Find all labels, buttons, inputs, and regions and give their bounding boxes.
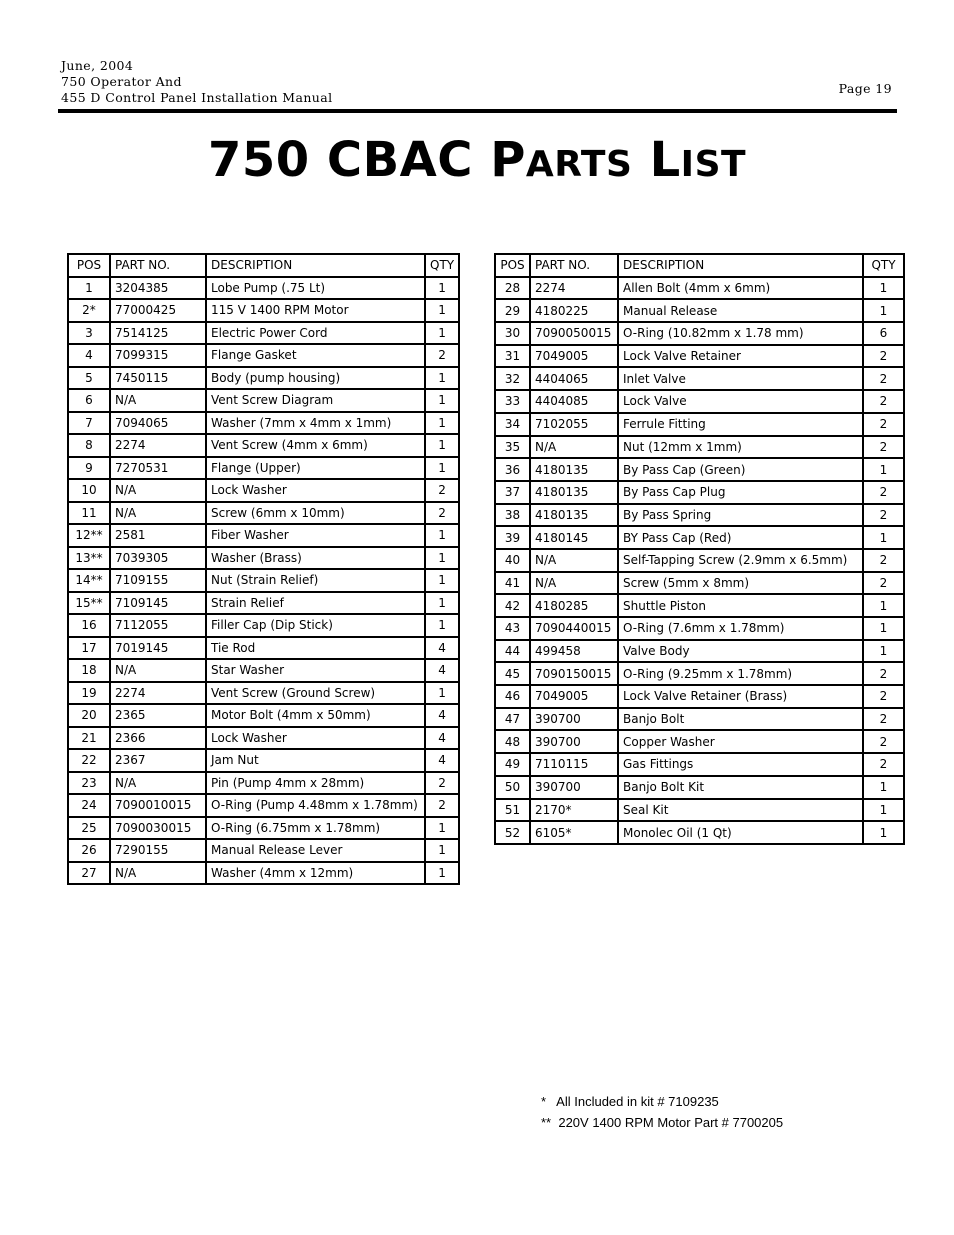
cell-description: Tie Rod bbox=[206, 637, 425, 660]
cell-qty: 1 bbox=[425, 367, 459, 390]
cell-part-no: 4180145 bbox=[530, 526, 618, 549]
cell-qty: 1 bbox=[863, 594, 904, 617]
cell-pos: 32 bbox=[495, 367, 530, 390]
cell-description: Jam Nut bbox=[206, 749, 425, 772]
cell-description: Washer (4mm x 12mm) bbox=[206, 862, 425, 885]
cell-description: Electric Power Cord bbox=[206, 322, 425, 345]
header-pos: POS bbox=[495, 254, 530, 277]
cell-pos: 49 bbox=[495, 753, 530, 776]
cell-qty: 1 bbox=[863, 617, 904, 640]
cell-pos: 46 bbox=[495, 685, 530, 708]
cell-qty: 2 bbox=[425, 772, 459, 795]
cell-pos: 22 bbox=[68, 749, 110, 772]
cell-pos: 30 bbox=[495, 322, 530, 345]
cell-description: Star Washer bbox=[206, 659, 425, 682]
footnote-motor: ** 220V 1400 RPM Motor Part # 7700205 bbox=[541, 1115, 784, 1130]
table-row bbox=[495, 367, 904, 390]
cell-description: Shuttle Piston bbox=[618, 594, 863, 617]
header-pos: POS bbox=[68, 254, 110, 277]
cell-part-no: 7019145 bbox=[110, 637, 206, 660]
header-row bbox=[495, 254, 904, 277]
cell-qty: 4 bbox=[425, 637, 459, 660]
cell-pos: 33 bbox=[495, 390, 530, 413]
cell-pos: 19 bbox=[68, 682, 110, 705]
cell-description: By Pass Cap (Green) bbox=[618, 458, 863, 481]
cell-part-no: 7090440015 bbox=[530, 617, 618, 640]
cell-pos: 11 bbox=[68, 502, 110, 525]
table-row bbox=[495, 640, 904, 663]
cell-description: Self-Tapping Screw (2.9mm x 6.5mm) bbox=[618, 549, 863, 572]
cell-description: Filler Cap (Dip Stick) bbox=[206, 614, 425, 637]
cell-qty: 1 bbox=[425, 322, 459, 345]
cell-pos: 9 bbox=[68, 457, 110, 480]
cell-qty: 4 bbox=[425, 727, 459, 750]
cell-qty: 1 bbox=[425, 862, 459, 885]
cell-qty: 1 bbox=[425, 569, 459, 592]
cell-qty: 1 bbox=[863, 526, 904, 549]
header-description: DESCRIPTION bbox=[618, 254, 863, 277]
table-row bbox=[68, 277, 459, 300]
cell-part-no: 7514125 bbox=[110, 322, 206, 345]
cell-part-no: 7090150015 bbox=[530, 662, 618, 685]
table-row bbox=[68, 344, 459, 367]
cell-part-no: 7049005 bbox=[530, 685, 618, 708]
cell-part-no: 7112055 bbox=[110, 614, 206, 637]
table-row bbox=[68, 479, 459, 502]
cell-pos: 13** bbox=[68, 547, 110, 570]
cell-qty: 2 bbox=[863, 504, 904, 527]
cell-description: Gas Fittings bbox=[618, 753, 863, 776]
cell-pos: 43 bbox=[495, 617, 530, 640]
table-row bbox=[495, 481, 904, 504]
cell-description: By Pass Spring bbox=[618, 504, 863, 527]
title-part-3: L bbox=[632, 132, 681, 188]
table-row bbox=[495, 526, 904, 549]
table-row bbox=[68, 524, 459, 547]
cell-description: Lock Valve bbox=[618, 390, 863, 413]
cell-qty: 1 bbox=[425, 524, 459, 547]
cell-part-no: 7049005 bbox=[530, 345, 618, 368]
cell-pos: 51 bbox=[495, 799, 530, 822]
table-row bbox=[68, 367, 459, 390]
title-part-2: ARTS bbox=[525, 144, 633, 185]
table-row bbox=[68, 659, 459, 682]
cell-qty: 2 bbox=[425, 479, 459, 502]
table-row bbox=[495, 299, 904, 322]
cell-pos: 6 bbox=[68, 389, 110, 412]
table-row bbox=[495, 345, 904, 368]
footnote-kit: * All Included in kit # 7109235 bbox=[541, 1094, 719, 1109]
cell-pos: 36 bbox=[495, 458, 530, 481]
title-part-4: IST bbox=[680, 144, 747, 185]
cell-description: Banjo Bolt Kit bbox=[618, 776, 863, 799]
cell-qty: 2 bbox=[863, 662, 904, 685]
cell-qty: 2 bbox=[863, 367, 904, 390]
cell-pos: 29 bbox=[495, 299, 530, 322]
table-row bbox=[495, 685, 904, 708]
table-row bbox=[495, 617, 904, 640]
cell-pos: 3 bbox=[68, 322, 110, 345]
cell-pos: 38 bbox=[495, 504, 530, 527]
cell-pos: 40 bbox=[495, 549, 530, 572]
cell-qty: 2 bbox=[863, 345, 904, 368]
header-qty: QTY bbox=[425, 254, 459, 277]
cell-description: Nut (12mm x 1mm) bbox=[618, 436, 863, 459]
table-row bbox=[68, 749, 459, 772]
cell-qty: 1 bbox=[863, 458, 904, 481]
cell-qty: 1 bbox=[425, 839, 459, 862]
cell-pos: 23 bbox=[68, 772, 110, 795]
cell-qty: 1 bbox=[425, 277, 459, 300]
cell-description: Lock Valve Retainer (Brass) bbox=[618, 685, 863, 708]
cell-pos: 41 bbox=[495, 572, 530, 595]
header-rule bbox=[58, 109, 897, 113]
cell-description: Banjo Bolt bbox=[618, 708, 863, 731]
header-part-no: PART NO. bbox=[530, 254, 618, 277]
table-row bbox=[68, 592, 459, 615]
cell-qty: 4 bbox=[425, 659, 459, 682]
cell-description: Valve Body bbox=[618, 640, 863, 663]
cell-part-no: 7270531 bbox=[110, 457, 206, 480]
cell-part-no: N/A bbox=[110, 479, 206, 502]
table-row bbox=[68, 794, 459, 817]
cell-part-no: 7090010015 bbox=[110, 794, 206, 817]
cell-part-no: 390700 bbox=[530, 730, 618, 753]
cell-description: Lock Valve Retainer bbox=[618, 345, 863, 368]
cell-part-no: 2170* bbox=[530, 799, 618, 822]
table-row bbox=[68, 502, 459, 525]
table-row bbox=[495, 322, 904, 345]
cell-part-no: 499458 bbox=[530, 640, 618, 663]
cell-pos: 5 bbox=[68, 367, 110, 390]
cell-description: Flange Gasket bbox=[206, 344, 425, 367]
header-qty: QTY bbox=[863, 254, 904, 277]
cell-description: Screw (5mm x 8mm) bbox=[618, 572, 863, 595]
cell-qty: 1 bbox=[425, 389, 459, 412]
cell-part-no: 390700 bbox=[530, 708, 618, 731]
cell-part-no: 390700 bbox=[530, 776, 618, 799]
page-title bbox=[0, 128, 954, 197]
table-row bbox=[68, 772, 459, 795]
cell-part-no: 7094065 bbox=[110, 412, 206, 435]
cell-part-no: 7290155 bbox=[110, 839, 206, 862]
document-header bbox=[61, 58, 332, 106]
cell-qty: 2 bbox=[425, 794, 459, 817]
cell-description: Screw (6mm x 10mm) bbox=[206, 502, 425, 525]
table-row bbox=[68, 637, 459, 660]
cell-description: Pin (Pump 4mm x 28mm) bbox=[206, 772, 425, 795]
cell-pos: 44 bbox=[495, 640, 530, 663]
cell-description: Monolec Oil (1 Qt) bbox=[618, 821, 863, 844]
cell-description: By Pass Cap Plug bbox=[618, 481, 863, 504]
cell-pos: 16 bbox=[68, 614, 110, 637]
cell-description: 115 V 1400 RPM Motor bbox=[206, 299, 425, 322]
cell-description: Motor Bolt (4mm x 50mm) bbox=[206, 704, 425, 727]
table-row bbox=[68, 299, 459, 322]
cell-description: Manual Release Lever bbox=[206, 839, 425, 862]
cell-pos: 10 bbox=[68, 479, 110, 502]
cell-qty: 1 bbox=[425, 412, 459, 435]
cell-qty: 1 bbox=[425, 547, 459, 570]
table-row bbox=[68, 389, 459, 412]
cell-part-no: 77000425 bbox=[110, 299, 206, 322]
cell-part-no: 2274 bbox=[110, 682, 206, 705]
cell-qty: 1 bbox=[863, 821, 904, 844]
cell-description: Manual Release bbox=[618, 299, 863, 322]
cell-pos: 48 bbox=[495, 730, 530, 753]
cell-qty: 1 bbox=[425, 614, 459, 637]
header-product: 750 Operator And bbox=[61, 74, 182, 89]
header-description: DESCRIPTION bbox=[206, 254, 425, 277]
cell-description: Washer (Brass) bbox=[206, 547, 425, 570]
cell-pos: 28 bbox=[495, 277, 530, 300]
table-row bbox=[495, 572, 904, 595]
table-row bbox=[68, 727, 459, 750]
cell-part-no: N/A bbox=[530, 549, 618, 572]
cell-part-no: 7110115 bbox=[530, 753, 618, 776]
table-row bbox=[495, 799, 904, 822]
cell-description: BY Pass Cap (Red) bbox=[618, 526, 863, 549]
table-row bbox=[495, 549, 904, 572]
cell-pos: 15** bbox=[68, 592, 110, 615]
cell-qty: 4 bbox=[425, 749, 459, 772]
header-row bbox=[68, 254, 459, 277]
table-row bbox=[495, 594, 904, 617]
cell-part-no: 2366 bbox=[110, 727, 206, 750]
cell-pos: 14** bbox=[68, 569, 110, 592]
cell-part-no: 7109145 bbox=[110, 592, 206, 615]
cell-qty: 1 bbox=[863, 640, 904, 663]
header-part-no: PART NO. bbox=[110, 254, 206, 277]
page-number: Page 19 bbox=[838, 81, 892, 96]
table-row bbox=[495, 776, 904, 799]
cell-description: Lobe Pump (.75 Lt) bbox=[206, 277, 425, 300]
cell-part-no: 4180135 bbox=[530, 458, 618, 481]
cell-description: Copper Washer bbox=[618, 730, 863, 753]
table-row bbox=[68, 614, 459, 637]
cell-qty: 6 bbox=[863, 322, 904, 345]
table-row bbox=[68, 547, 459, 570]
cell-part-no: 4404085 bbox=[530, 390, 618, 413]
cell-part-no: 4404065 bbox=[530, 367, 618, 390]
cell-part-no: 7090050015 bbox=[530, 322, 618, 345]
cell-description: Washer (7mm x 4mm x 1mm) bbox=[206, 412, 425, 435]
cell-description: Strain Relief bbox=[206, 592, 425, 615]
table-row bbox=[495, 390, 904, 413]
parts-table-left bbox=[67, 253, 460, 885]
cell-pos: 7 bbox=[68, 412, 110, 435]
cell-part-no: 2274 bbox=[110, 434, 206, 457]
cell-description: Lock Washer bbox=[206, 479, 425, 502]
cell-description: O-Ring (6.75mm x 1.78mm) bbox=[206, 817, 425, 840]
table-row bbox=[495, 413, 904, 436]
cell-pos: 45 bbox=[495, 662, 530, 685]
title-part-1: 750 CBAC P bbox=[207, 132, 526, 188]
cell-description: Vent Screw Diagram bbox=[206, 389, 425, 412]
cell-part-no: 4180135 bbox=[530, 481, 618, 504]
cell-qty: 2 bbox=[863, 436, 904, 459]
cell-part-no: 4180285 bbox=[530, 594, 618, 617]
cell-part-no: N/A bbox=[110, 389, 206, 412]
cell-description: Vent Screw (4mm x 6mm) bbox=[206, 434, 425, 457]
cell-part-no: 2367 bbox=[110, 749, 206, 772]
header-date: June, 2004 bbox=[61, 58, 134, 73]
table-row bbox=[495, 753, 904, 776]
cell-pos: 18 bbox=[68, 659, 110, 682]
cell-qty: 1 bbox=[863, 277, 904, 300]
cell-part-no: 7099315 bbox=[110, 344, 206, 367]
cell-pos: 27 bbox=[68, 862, 110, 885]
cell-qty: 1 bbox=[425, 592, 459, 615]
parts-table-right bbox=[494, 253, 905, 845]
cell-part-no: 3204385 bbox=[110, 277, 206, 300]
table-row bbox=[495, 821, 904, 844]
cell-qty: 2 bbox=[863, 685, 904, 708]
cell-qty: 1 bbox=[425, 817, 459, 840]
cell-pos: 35 bbox=[495, 436, 530, 459]
table-row bbox=[68, 412, 459, 435]
table-row bbox=[495, 436, 904, 459]
table-row bbox=[495, 730, 904, 753]
cell-pos: 12** bbox=[68, 524, 110, 547]
cell-part-no: 4180225 bbox=[530, 299, 618, 322]
cell-part-no: N/A bbox=[110, 772, 206, 795]
cell-pos: 21 bbox=[68, 727, 110, 750]
cell-description: Body (pump housing) bbox=[206, 367, 425, 390]
cell-description: Vent Screw (Ground Screw) bbox=[206, 682, 425, 705]
cell-part-no: 7109155 bbox=[110, 569, 206, 592]
cell-part-no: 7102055 bbox=[530, 413, 618, 436]
cell-qty: 2 bbox=[863, 708, 904, 731]
table-row bbox=[68, 322, 459, 345]
cell-qty: 1 bbox=[425, 299, 459, 322]
cell-part-no: N/A bbox=[110, 659, 206, 682]
cell-pos: 26 bbox=[68, 839, 110, 862]
cell-pos: 24 bbox=[68, 794, 110, 817]
cell-part-no: 6105* bbox=[530, 821, 618, 844]
table-row bbox=[68, 839, 459, 862]
table-row bbox=[495, 458, 904, 481]
cell-pos: 47 bbox=[495, 708, 530, 731]
cell-pos: 2* bbox=[68, 299, 110, 322]
cell-qty: 4 bbox=[425, 704, 459, 727]
header-manual-title: 455 D Control Panel Installation Manual bbox=[61, 90, 333, 105]
cell-pos: 52 bbox=[495, 821, 530, 844]
cell-qty: 2 bbox=[863, 730, 904, 753]
cell-pos: 17 bbox=[68, 637, 110, 660]
cell-pos: 4 bbox=[68, 344, 110, 367]
cell-qty: 2 bbox=[425, 344, 459, 367]
cell-qty: 1 bbox=[863, 299, 904, 322]
cell-part-no: 2365 bbox=[110, 704, 206, 727]
cell-part-no: 2274 bbox=[530, 277, 618, 300]
table-row bbox=[68, 457, 459, 480]
cell-part-no: N/A bbox=[530, 572, 618, 595]
cell-description: O-Ring (10.82mm x 1.78 mm) bbox=[618, 322, 863, 345]
cell-part-no: 2581 bbox=[110, 524, 206, 547]
cell-pos: 20 bbox=[68, 704, 110, 727]
cell-description: O-Ring (7.6mm x 1.78mm) bbox=[618, 617, 863, 640]
table-row bbox=[495, 708, 904, 731]
cell-part-no: N/A bbox=[110, 502, 206, 525]
cell-qty: 1 bbox=[425, 682, 459, 705]
cell-qty: 2 bbox=[863, 390, 904, 413]
cell-pos: 50 bbox=[495, 776, 530, 799]
cell-qty: 1 bbox=[863, 776, 904, 799]
cell-qty: 2 bbox=[863, 572, 904, 595]
cell-description: Flange (Upper) bbox=[206, 457, 425, 480]
cell-description: Nut (Strain Relief) bbox=[206, 569, 425, 592]
cell-qty: 2 bbox=[863, 753, 904, 776]
cell-pos: 1 bbox=[68, 277, 110, 300]
cell-pos: 25 bbox=[68, 817, 110, 840]
table-row bbox=[68, 682, 459, 705]
cell-pos: 39 bbox=[495, 526, 530, 549]
cell-description: Seal Kit bbox=[618, 799, 863, 822]
cell-pos: 37 bbox=[495, 481, 530, 504]
cell-description: O-Ring (Pump 4.48mm x 1.78mm) bbox=[206, 794, 425, 817]
table-row bbox=[68, 704, 459, 727]
cell-qty: 1 bbox=[425, 434, 459, 457]
table-row bbox=[495, 277, 904, 300]
cell-description: Allen Bolt (4mm x 6mm) bbox=[618, 277, 863, 300]
cell-description: Inlet Valve bbox=[618, 367, 863, 390]
cell-qty: 2 bbox=[425, 502, 459, 525]
table-row bbox=[495, 662, 904, 685]
cell-part-no: N/A bbox=[110, 862, 206, 885]
cell-part-no: 7450115 bbox=[110, 367, 206, 390]
cell-qty: 2 bbox=[863, 549, 904, 572]
cell-pos: 8 bbox=[68, 434, 110, 457]
cell-qty: 2 bbox=[863, 481, 904, 504]
cell-part-no: 7039305 bbox=[110, 547, 206, 570]
cell-part-no: N/A bbox=[530, 436, 618, 459]
footnotes bbox=[541, 1091, 783, 1133]
cell-part-no: 7090030015 bbox=[110, 817, 206, 840]
cell-description: Fiber Washer bbox=[206, 524, 425, 547]
cell-pos: 31 bbox=[495, 345, 530, 368]
cell-qty: 1 bbox=[863, 799, 904, 822]
cell-part-no: 4180135 bbox=[530, 504, 618, 527]
cell-description: Lock Washer bbox=[206, 727, 425, 750]
table-row bbox=[68, 862, 459, 885]
cell-description: Ferrule Fitting bbox=[618, 413, 863, 436]
table-row bbox=[68, 569, 459, 592]
cell-qty: 2 bbox=[863, 413, 904, 436]
table-row bbox=[68, 434, 459, 457]
cell-pos: 34 bbox=[495, 413, 530, 436]
table-row bbox=[495, 504, 904, 527]
cell-qty: 1 bbox=[425, 457, 459, 480]
table-row bbox=[68, 817, 459, 840]
cell-description: O-Ring (9.25mm x 1.78mm) bbox=[618, 662, 863, 685]
cell-pos: 42 bbox=[495, 594, 530, 617]
